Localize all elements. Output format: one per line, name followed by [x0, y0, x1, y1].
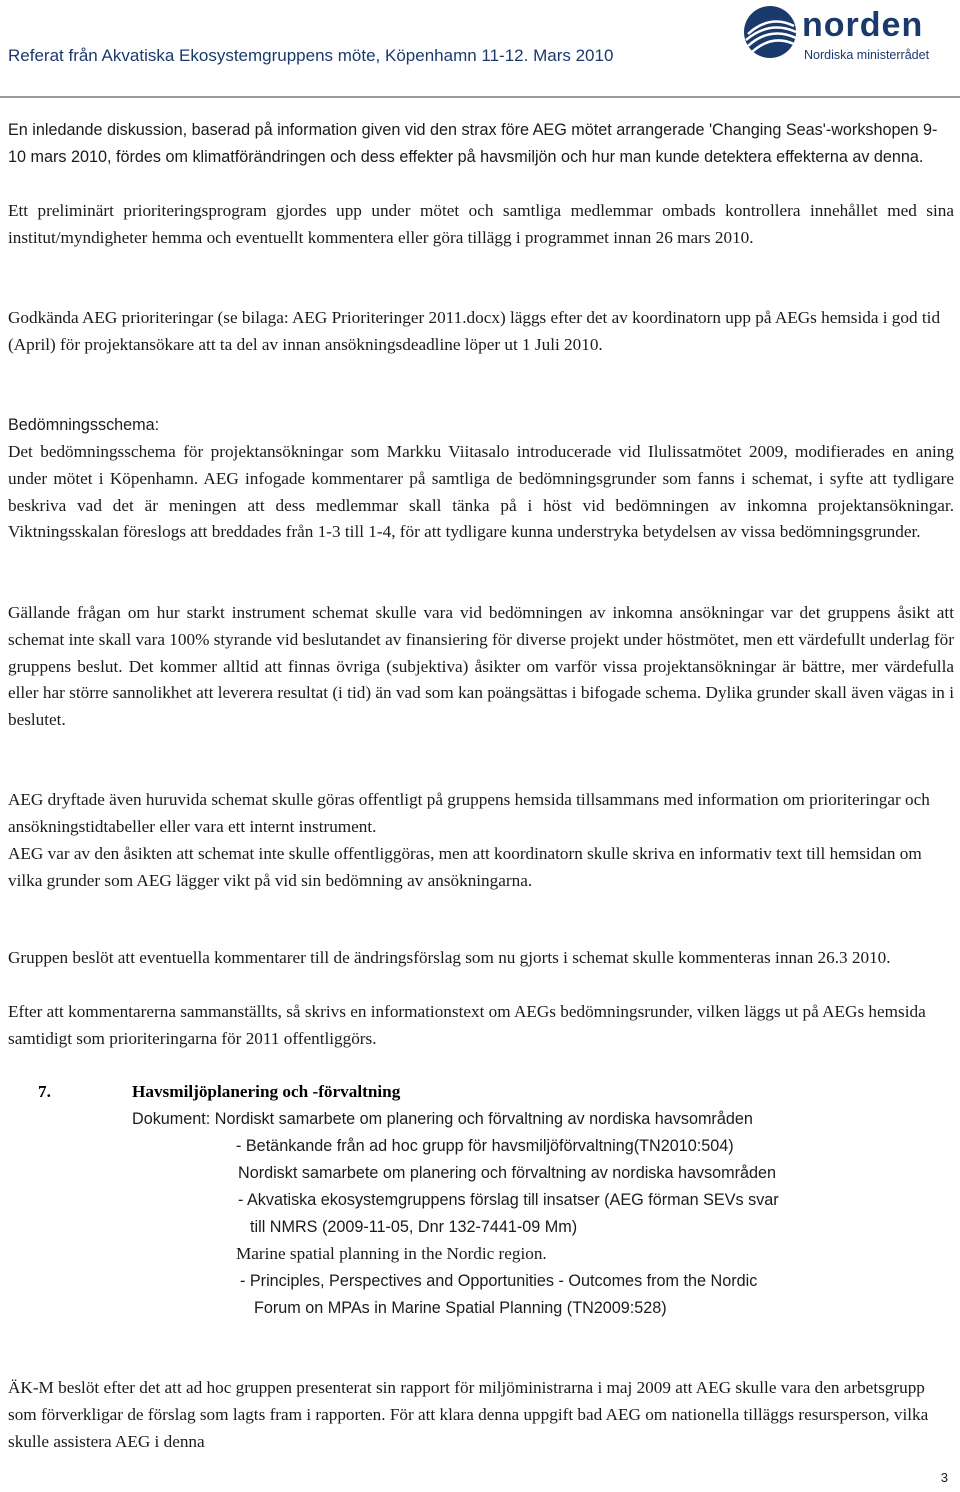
- logo-subtitle: Nordiska ministerrådet: [804, 48, 930, 62]
- paragraph-akm: ÄK-M beslöt efter det att ad hoc gruppen presenterat sin rapport för miljöministrarna i maj 2009 att AEG skulle vara den arbetsgrupp som förverkligar de förslag som lagts fram i rapporten. För att klara denna uppgift bad AEG om nationella tilläggs resursperson, vilka skulle assistera AEG i denna: [8, 1378, 929, 1451]
- document-line: Marine spatial planning in the Nordic region.: [236, 1244, 547, 1263]
- document-line: Forum on MPAs in Marine Spatial Planning (TN2009:528): [254, 1299, 667, 1317]
- paragraph-efter: Efter att kommentarerna sammanställts, så skrivs en informationstext om AEGs bedömningsrunder, vilken läggs ut på AEGs hemsida samtidigt som prioriteringarna för 2011 offentliggörs.: [8, 1002, 926, 1048]
- paragraph-gallande: Gällande frågan om hur starkt instrument schemat skulle vara vid bedömningen av inkomna ansökningar var det gruppens åsikt att schemat inte skall vara 100% styrande vid beslutandet av finansiering för diverse projekt under höstmötet, men ett värdefullt underlag för gruppens beslut. Det kommer alltid att finnas övriga (subjektiva) åsikter om varför vissa projektansökningar är bättre, mer värdefulla eller har större sannolikhet att leverera resultat (i tid) än vad som kan poängsättas i bifogade schema. Dylika grunder skall även vägas in i beslutet.: [8, 603, 954, 730]
- paragraph-asikten: AEG var av den åsikten att schemat inte skulle offentliggöras, men att koordinatorn skulle skriva en informativ text till hemsidan om vilka grunder som AEG lägger vikt på vid sin bedömning av ansökningarna.: [8, 844, 922, 890]
- schema-label: Bedömningsschema:: [8, 416, 160, 434]
- paragraph-dryftade: AEG dryftade även huruvida schemat skulle göras offentligt på gruppens hemsida tillsammans med information om prioriteringar och ansökningstidtabeller eller vara ett internt instrument.: [8, 790, 930, 836]
- header-divider: [0, 96, 960, 98]
- paragraph-godkanda: Godkända AEG prioriteringar (se bilaga: AEG Prioriteringer 2011.docx) läggs efter det av koordinatorn upp på AEGs hemsida i god tid (April) för projektansökare att ta del av innan ansökningsdeadline löper ut 1 Juli 2010.: [8, 308, 941, 354]
- paragraph-intro: En inledande diskussion, baserad på information given vid den strax före AEG mötet arrangerade 'Changing Seas'-workshopen 9-10 mars 2010, fördes om klimatförändringen och dess effekter på havsmiljön och hur man kunde detektera effekterna av denna.: [8, 121, 938, 166]
- document-line: - Betänkande från ad hoc grupp för havsmiljöförvaltning(TN2010:504): [236, 1137, 734, 1155]
- norden-logo: [742, 2, 958, 74]
- page-header: [0, 0, 960, 96]
- paragraph-beslot: Gruppen beslöt att eventuella kommentarer till de ändringsförslag som nu gjorts i schemat skulle kommenteras innan 26.3 2010.: [8, 948, 891, 967]
- page-number: 3: [940, 1470, 948, 1485]
- document-line: - Principles, Perspectives and Opportunities - Outcomes from the Nordic: [240, 1272, 758, 1290]
- paragraph-prelim: Ett preliminärt prioriteringsprogram gjordes upp under mötet och samtliga medlemmar ombads kontrollera innehållet med sina institut/myndigheter hemma och eventuellt kommentera eller göra tillägg i programmet innan 26 mars 2010.: [8, 201, 954, 247]
- document-line: Dokument: Nordiskt samarbete om planering och förvaltning av nordiska havsområden: [132, 1110, 753, 1128]
- section-title: Havsmiljöplanering och -förvaltning: [132, 1082, 401, 1101]
- swan-icon: [742, 4, 798, 60]
- section-number: 7.: [38, 1082, 51, 1101]
- header-title: Referat från Akvatiska Ekosystemgruppens möte, Köpenhamn 11-12. Mars 2010: [8, 46, 614, 65]
- logo-wordmark: norden: [802, 6, 924, 44]
- document-line: - Akvatiska ekosystemgruppens förslag till insatser (AEG förman SEVs svar: [238, 1191, 779, 1209]
- document-line: Nordiskt samarbete om planering och förvaltning av nordiska havsområden: [238, 1164, 777, 1182]
- document-line: till NMRS (2009-11-05, Dnr 132-7441-09 Mm): [250, 1218, 578, 1236]
- paragraph-schema: Det bedömningsschema för projektansökningar som Markku Viitasalo introducerade vid Ilulissatmötet 2009, modifierades en aning under mötet i Köpenhamn. AEG infogade kommentarer på samtliga de bedömningsgrunder som fanns i schemat, i syfte att tydligare beskriva vad det är meningen att dess medlemmar skall tänka på i höst vid bedömningen av inkomna projektansökningar. Viktningsskalan föreslogs att breddades från 1-3 till 1-4, för att tydligare kunna understryka betydelsen av vissa bedömningsgrunder.: [8, 442, 954, 542]
